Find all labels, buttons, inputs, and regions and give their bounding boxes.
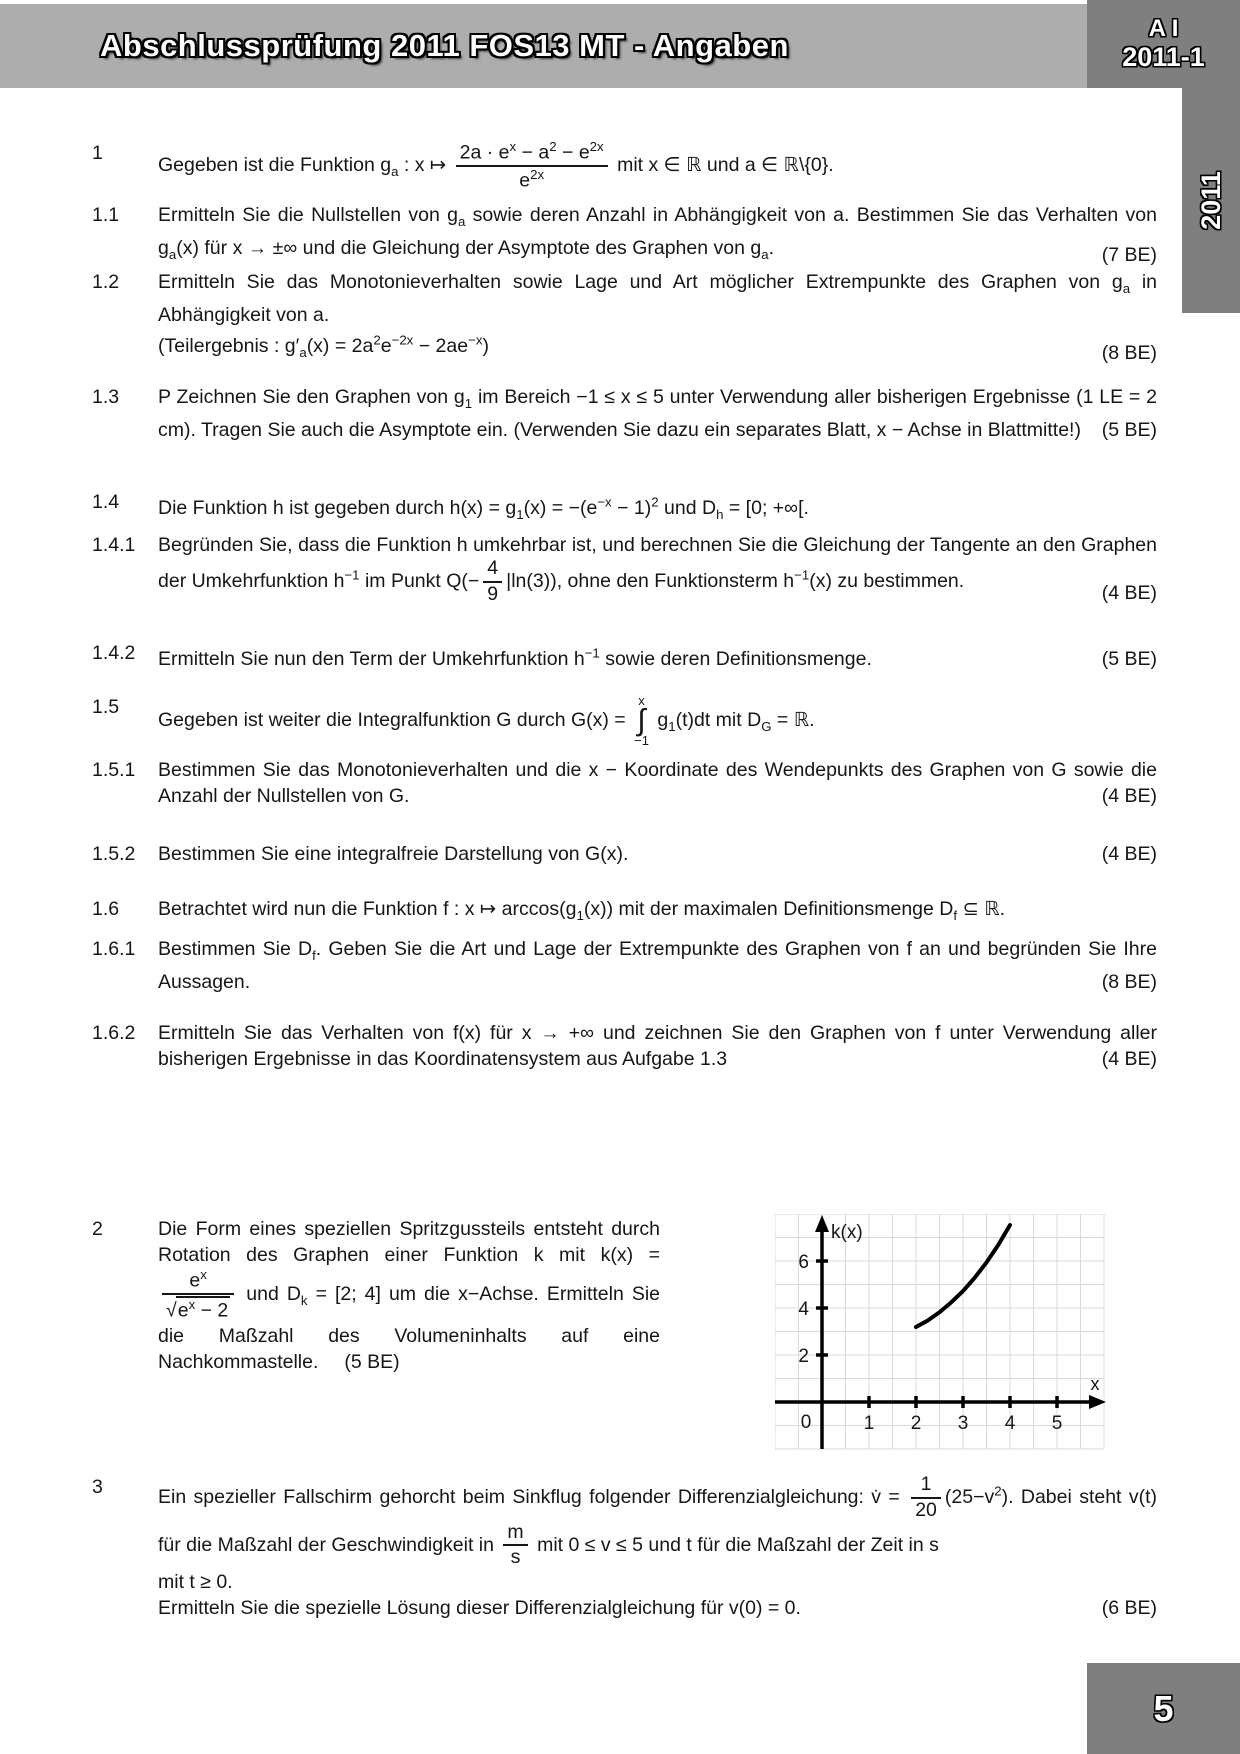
points-badge: (4 BE) [1101,785,1157,807]
item-number: 1.1 [92,204,120,226]
item-text: Bestimmen Sie $D_f$. Geben Sie die Art und Lage der Extrempunkte des Graphen von f an und begründen Sie Ihre Aussagen. [158,938,1157,993]
points-badge: (8 BE) [1101,342,1157,365]
item-text: Ermitteln Sie nun den Term der Umkehrfunktion $h^{-1}$ sowie deren Definitionsmenge. [158,645,872,670]
item-number: 1.4.1 [92,534,136,556]
item-text: Begründen Sie, dass die Funktion h umkehrbar ist, und berechnen Sie die Gleichung der Tangente an den Graphen der Umkehrfunktion $h^{-1}$ im Punkt Q(− $\frac{4}{9}$ |ln(3)), ohne den Funktionsterm $h^{-1}(x)$ zu bestimmen. [158,534,1157,605]
exam-item [92,757,1157,809]
points-badge: (5 BE) [1101,647,1157,670]
item-number: 2 [92,1218,103,1240]
item-number: 1.5 [92,696,120,718]
item-text: Betrachtet wird nun die Funktion f : x ↦ $\arccos(g_1(x))$ mit der maximalen Definitionsmenge $D_f$ ⊆ ℝ. [158,898,1006,923]
item-text: Bestimmen Sie das Monotonieverhalten und die x − Koordinate des Wendepunkts des Graphen von G sowie die Anzahl der Nullstellen von G. [158,759,1157,807]
item-number: 1.5.2 [92,843,136,865]
exam-item [92,841,1157,867]
item-number: 1.4 [92,491,120,513]
page-title: Abschlussprüfung 2011 FOS13 MT - Angaben [100,28,789,63]
exam-item [92,640,1157,672]
item-number: 1.6.1 [92,938,136,960]
item-text: Gegeben ist weiter die Integralfunktion G durch G(x) = x ∫ −1 $g_1(t)dt$ mit $D_G$ = ℝ. [158,693,815,748]
item-number: 1.3 [92,386,120,408]
item-text: Gegeben ist die Funktion $g_a$ : x ↦ $\frac{2a \cdot e^x - a^2 - e^{2x}}{e^{2x}}$ mit x ∈ ℝ und a ∈ ℝ\{0}. [158,139,834,192]
item-text: Ermitteln Sie die Nullstellen von $g_a$ sowie deren Anzahl in Abhängigkeit von a. Bestimmen Sie das Verhalten von $g_a(x)$ für x → ±∞ und die Gleichung der Asymptote des Graphen von $g_a$. [158,204,1157,262]
svg-text:4: 4 [1004,1413,1016,1434]
points-badge: (4 BE) [1101,843,1157,865]
item-text: Ein spezieller Fallschirm gehorcht beim Sinkflug folgender Differenzialgleichung: v̇ = $\frac{1}{20}$ $(25-v^2)$. Dabei steht v(t) für die Maßzahl der Geschwindigkeit in $\frac{m}{s}$ mit 0 ≤ v ≤ 5 und t für die Maßzahl der Zeit in s mit t ≥ 0. Ermitteln Sie die spezielle Lösung dieser Differenzialgleichung für v(0) = 0. [158,1473,1158,1620]
item-number: 1.6 [92,898,120,920]
item-number: 1 [92,142,103,164]
item-number: 1.4.2 [92,642,136,664]
exam-code-line1: A I [1148,14,1179,42]
item-text: Die Form eines speziellen Spritzgussteils entsteht durch Rotation des Graphen einer Funktion k mit k(x) = $\frac{e^x}{√e^x - 2}$ und $D_k = [2$; 4] um die x−Achse. Ermitteln Sie die Maßzahl des Volumeninhalts auf eine Nachkommastelle. [158,1218,660,1373]
svg-text:k(x): k(x) [831,1222,863,1243]
item-text: Ermitteln Sie das Verhalten von f(x) für x → +∞ und zeichnen Sie den Graphen von f unter Verwendung aller bisherigen Ergebnisse in das Koordinatensystem aus Aufgabe 1.3 [158,1022,1157,1070]
item-text: Die Funktion h ist gegeben durch $h(x) = g_1(x) = -(e^{-x} - 1)^2$ und $D_h = [0$; +∞[. [158,494,809,522]
exam-item [92,269,1157,366]
exam-item [92,936,1157,995]
svg-text:2: 2 [910,1413,922,1434]
item-number: 3 [92,1476,103,1498]
points-badge: (6 BE) [1101,1597,1157,1620]
item-number: 1.6.2 [92,1022,136,1044]
exam-item [92,384,1157,443]
points-badge: (4 BE) [1101,1048,1157,1070]
svg-text:x: x [1090,1374,1100,1394]
svg-text:3: 3 [957,1413,969,1434]
k-function-graph-svg [775,1214,1115,1460]
points-badge: (8 BE) [1101,970,1157,993]
item-text: Ermitteln Sie das Monotonieverhalten sowie Lage und Art möglicher Extrempunkte des Graphen von $g_a$ in Abhängigkeit von a. (Teilergebnis : $g'_a(x) = 2a^2e^{-2x} - 2ae^{-x}$) [158,271,1157,361]
exam-item [92,694,1157,748]
page-number-box [1087,1663,1240,1754]
exam-item [92,532,1157,606]
svg-text:6: 6 [798,1252,809,1273]
item-text: Bestimmen Sie eine integralfreie Darstellung von G(x). [158,843,629,865]
svg-text:5: 5 [1051,1413,1063,1434]
item-text: P Zeichnen Sie den Graphen von $g_1$ im Bereich −1 ≤ x ≤ 5 unter Verwendung aller bisherigen Ergebnisse (1 LE = 2 cm). Tragen Sie auch die Asymptote ein. (Verwenden Sie dazu ein separates Blatt, x − Achse in Blattmitte!) [158,386,1157,441]
page-number: 5 [1153,1687,1174,1729]
points-badge: (7 BE) [1101,243,1157,266]
svg-text:2: 2 [798,1346,809,1367]
exam-item [92,896,1157,929]
exam-items [92,0,1157,1754]
exam-item [92,202,1157,268]
points-badge: (5 BE) [344,1350,400,1373]
svg-text:1: 1 [863,1413,875,1434]
year-side-strip [1182,88,1240,313]
exam-item [92,489,1157,527]
exam-item [92,1474,1157,1621]
points-badge: (4 BE) [1101,581,1157,604]
exam-item [92,1020,1157,1072]
exam-item [92,140,1157,193]
exam-code-line2: 2011-1 [1122,42,1205,73]
points-badge: (5 BE) [1101,418,1157,441]
year-side-label: 2011 [1195,171,1226,230]
svg-text:4: 4 [798,1299,809,1320]
item-number: 1.2 [92,271,120,293]
svg-text:0: 0 [800,1412,812,1433]
item-number: 1.5.1 [92,759,136,781]
k-function-graph [775,1214,1115,1460]
